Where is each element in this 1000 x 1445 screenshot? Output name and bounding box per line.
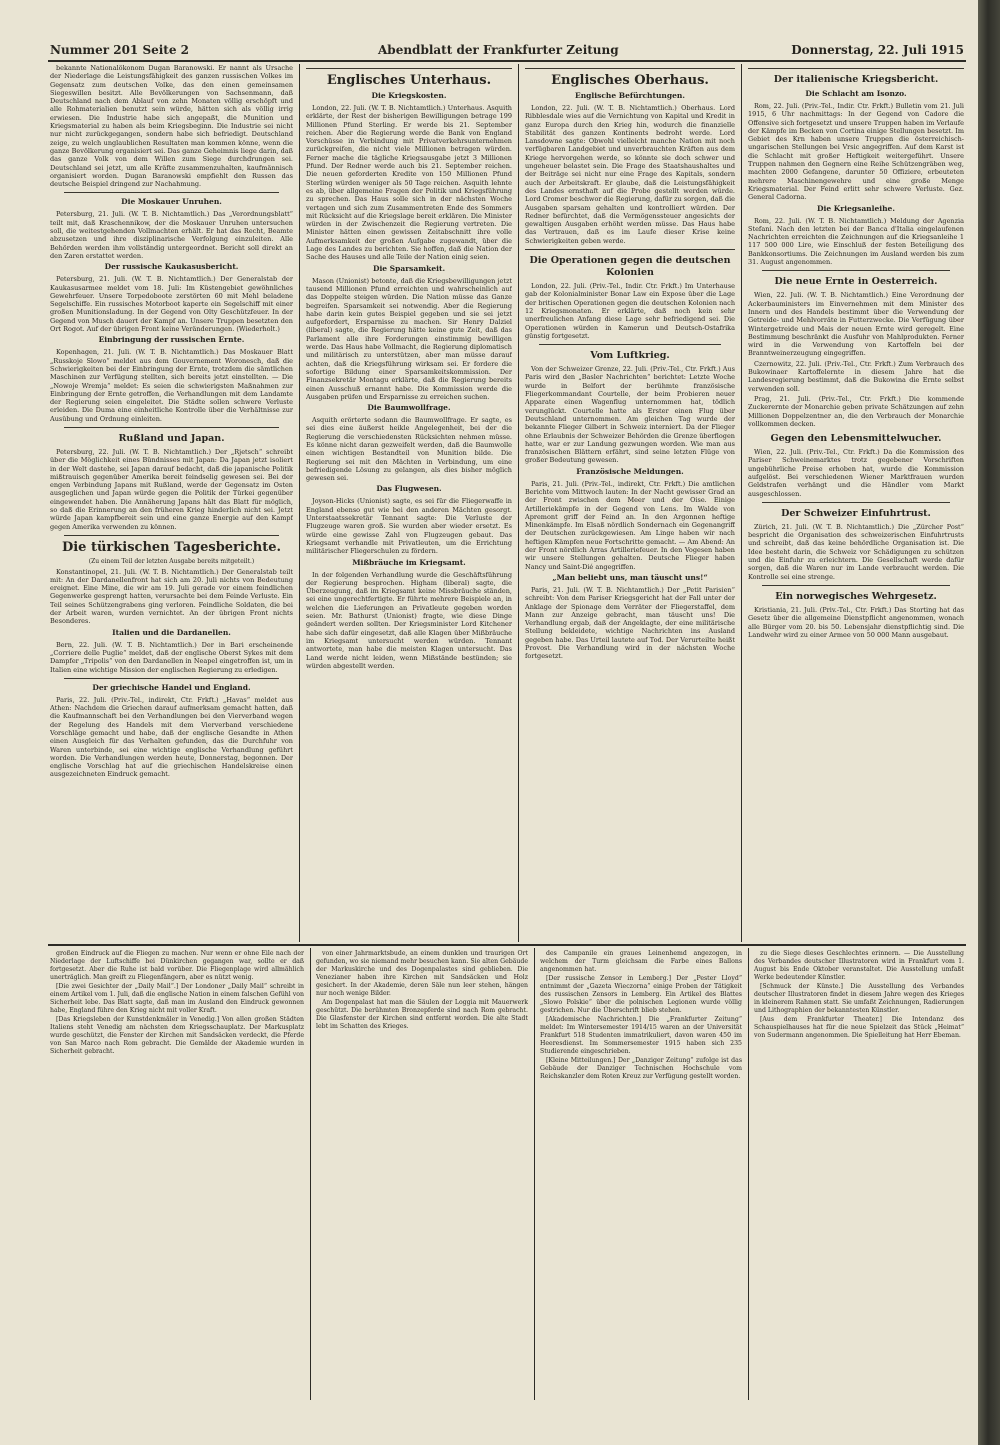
feuilleton-text: von einer Jahrmarktsbude, an einem dunklen und traurigen Ort gefunden, wo sie niemand mehr besuchen kann. Sie alten Gebäude der Markuskirche und des Dogenpalastes sind geblieben. Die Venezianer haben ihre Kirchen mit Sandsäcken und Holz gesichert. In der Akademie, deren Säle nun leer stehen, hängen nur noch wenige Bilder. — [316, 950, 528, 997]
article-text: Wien, 22. Juli. (W. T. B. Nichtamtlich.) Eine Verordnung der Ackerbauministers im Einvernehmen mit dem Minister des Innern und des Handels bestimmt über die Verwendung der Getreide- und Mehlvorräte in Futterzwecke. Die Verfügung über Wintergetreide und Mais der neuen Ernte wird geregelt. Eine Bestimmung beschränkt die Ausfuhr von Mahlprodukten. Ferner wird in die Verwendung von Kartoffeln bei der Branntweinerzeugung eingegriffen. — [748, 291, 964, 358]
article-text: Prag, 21. Juli. (Priv.-Tel., Ctr. Frkft.) Die kommende Zuckerernte der Monarchie geben private Schätzungen auf zehn Millionen Doppelzentner an, die den Verbrauch der Monarchie vollkommen decken. — [748, 394, 964, 428]
column-2 — [306, 64, 512, 942]
article-text: In der folgenden Verhandlung wurde die Geschäftsführung der Regierung besprochen. Higham (liberal) sagte, die Überzeugung, daß im Kriegsamt keine Missbräuche ständen, sei eine ungerechtfertigte. Er führte mehrere Beispiele an, in welchen die Lieferungen an Privatleute gegeben worden seien. Mr. Bathurst (Unionist) fragte, wie diese Dinge geändert werden sollten. Der Kriegsminister Lord Kitchener habe sich dafür eingesetzt, daß alle Klagen über Mißbräuche im Kriegsamt untersucht werden würden. Tennant antwortete, man habe die meisten Klagen untersucht. Das Land werde nicht leiden, wenn Mißstände bestünden; sie würden abgestellt werden. — [306, 570, 512, 670]
column-4 — [748, 64, 964, 942]
separator — [64, 535, 279, 536]
column-divider — [310, 948, 311, 1400]
headline-missbraeuche-kriegsamt: Mißbräuche im Kriegsamt. — [352, 557, 466, 567]
headline-flugwesen: Das Flugwesen. — [376, 484, 442, 494]
article-text: Konstantinopel, 21. Juli. (W. T. B. Nichtamtlich.) Der Generalstab teilt mit: An der Dardanellenfront hat sich am 20. Juli nichts von Bedeutung ereignet. Eine Mine, die wir am 19. Juli gerade vor einem feindlichen Gegenwerke gesprengt hatten, verursachte bei dem Feinde Verluste. Ein Teil seines Schützengrabens ging verloren. Feindliche Soldaten, die bei der Arbeit waren, wurden vernichtet. An der übrigen Front nichts Besonderes. — [50, 567, 293, 626]
article-text: London, 22. Juli. (Priv.-Tel., Indir. Ctr. Frkft.) Im Unterhause gab der Kolonialminister Bonar Law ein Expose über die Lage der britischen Operationen gegen die deutschen Kolonien nach 12 Kriegsmonaten. Er erklärte, daß noch kein sehr unerfreulichen Anfang diese Lage sehr befriedigend sei. Die Operationen würden in Kamerun und Deutsch-Ostafrika günstig fortgesetzt. — [525, 282, 735, 340]
header-rule — [48, 60, 966, 62]
article-text: Kopenhagen, 21. Juli. (W. T. B. Nichtamtlich.) Das Moskauer Blatt „Russkoje Slowo“ meldet aus dem Gouvernement Woronesch, daß die Schwierigkeiten bei der Einbringung der Ernte, trotzdem die sämtlichen Maschinen zur Verfügung stellten, sich bereits jetzt einstellten. — Die „Nowoje Wremja“ meldet: Es seien die schwierigsten Maßnahmen zur Einbringung der Ernte getroffen, die Verhandlungen mit dem Landamte der Regierung seien eingeleitet. Die Städte sollen schwere Verluste erleiden. Die Duma eine einheitliche Kontrolle über die Verhältnisse zur Ausübung und Ordnung einleiten. — [50, 348, 293, 423]
separator — [64, 678, 279, 679]
column-divider — [534, 948, 535, 1400]
headline-kriegsanleihe: Die Kriegsanleihe. — [817, 203, 895, 213]
subheadline-kriegskosten: Die Kriegskosten. — [371, 91, 447, 100]
feuilleton-text: Am Dogenpalast hat man die Säulen der Loggia mit Mauerwerk geschützt. Die berühmten Bronzepferde sind nach Rom gebracht. Die Glasfenster der Kirchen sind entfernt worden. Die alte Stadt lebt im Schatten des Krieges. — [316, 999, 528, 1030]
subheadline-isonzo: Die Schlacht am Isonzo. — [805, 89, 907, 98]
separator — [64, 427, 279, 428]
subheadline-befuerchtungen: Englische Befürchtungen. — [575, 91, 685, 100]
feuilleton-column-4 — [754, 950, 964, 1400]
column-divider — [518, 64, 519, 942]
headline-lebensmittelwucher: Gegen den Lebensmittelwucher. — [770, 433, 942, 445]
page-header — [48, 40, 966, 60]
headline-ernte-oesterreich: Die neue Ernte in Oesterreich. — [774, 276, 938, 288]
headline-kaukasusbericht: Der russische Kaukasusbericht. — [104, 262, 239, 272]
article-text: Paris, 21. Juli. (W. T. B. Nichtamtlich.) Der „Petit Parisien“ schreibt: Von dem Pariser Kriegsgericht hat der Fall unter der Anklage der Spionage dem Verräter der Fliegerstaffel, dem Mann zur Anzeige gebracht, man täuscht uns! Die Verhandlung ergab, daß der Angeklagte, der eine militärische Stellung bekleidete, wichtige Nachrichten ins Ausland gegeben habe. Das Urteil lautete auf Tod. Der Verurteilte heißt Provost. Die Verhandlung wird in der nächsten Woche fortgesetzt. — [525, 585, 735, 661]
article-text: Mason (Unionist) betonte, daß die Kriegsbewilligungen jetzt tausend Millionen Pfund erreichten und wahrscheinlich auf das Doppelte steigen würden. Die Nation müsse das Ganze begreifen. Sparsamkeit sei notwendig. Aber die Regierung habe darin kein gutes Beispiel gegeben und sie sei jetzt aufgefordert, Ersparnisse zu machen. Sir Henry Dalziel (liberal) sagte, die Regierung hätte keine gute Zeit, daß das Parlament alle ihre Forderungen einstimmig bewilligen werde. Das Haus habe Vollmacht, die Regierung diplomatisch und militärisch zu unterstützen, aber man müsse darauf achten, daß die Kriegsführung wirksam sei. Er fordere die sofortige Bildung einer Sparsamkeitskommission. Der Finanzsekretär Montagu erklärte, daß die Regierung bereits einen Ausschuß ernannt habe. Die Kommission werde die Ausgaben prüfen und Ersparnisse zu erreichen suchen. — [306, 276, 512, 401]
headline-italienischer-kriegsbericht: Der italienische Kriegsbericht. — [773, 74, 939, 85]
article-text: Bern, 22. Juli. (W. T. B. Nichtamtlich.) Der in Bari erscheinende „Corriere delle Puglie“ meldet, daß der englische Oberst Sykes mit dem Dampfer „Tripolis“ von den Dardanellen in Neapel eingetroffen ist, um in Italien eine wichtige Mission der englischen Regierung zu erledigen. — [50, 640, 293, 674]
feuilleton-text: großen Eindruck auf die Fliegen zu machen. Nur wenn er ohne Eile nach der Niederlage der Luftschiffe bei Dünkirchen gegangen war, sollte er daß fortgesetzt. Aber die Ruhe ist bald vorüber. Die Fliegenplage wird allmählich unerträglich. Man greift zu Fliegenfängern, aber es nützt wenig. — [50, 950, 304, 981]
separator — [762, 502, 950, 503]
feuilleton-text: zu die Siege dieses Geschlechtes erinnern. — Die Ausstellung des Verbandes deutscher Illustratoren wird in Frankfurt vom 1. August bis Ende Oktober veranstaltet. Die Ausstellung umfaßt Werke bedeutender Künstler. — [754, 950, 964, 981]
headline-deutsche-kolonien: Die Operationen gegen die deutschen Kolonien — [529, 255, 731, 279]
headline-luftkrieg: Vom Luftkrieg. — [590, 350, 670, 362]
separator — [64, 192, 279, 193]
headline-norwegisches-wehrgesetz: Ein norwegisches Wehrgesetz. — [775, 590, 937, 602]
headline-baumwollfrage: Die Baumwollfrage. — [367, 403, 451, 413]
feuilleton-text: [Der russische Zensor in Lemberg.] Der „Pester Lloyd“ entnimmt der „Gazeta Wieczorna“ einige Proben der Tätigkeit des russischen Zensors in Lemberg. Ein Artikel des Blattes „Slowo Polskie“ über die polnischen Legionen wurde völlig gestrichen. Nur die Überschrift blieb stehen. — [540, 975, 742, 1014]
headline-englisches-unterhaus: Englisches Unterhaus. — [326, 73, 492, 88]
separator — [762, 585, 950, 586]
article-text: Paris, 22. Juli. (Priv.-Tel., indirekt, Ctr. Frkft.) „Havas“ meldet aus Athen: Nachdem die Griechen darauf aufmerksam gemacht hatten, daß die Kaufmannschaft bei den Verhandlungen bei den Vierverband wegen der Regelung des Handels mit dem Vierverband verschiedene Vorschläge gemacht und habe, daß der englische Gesandte in Athen einen Ausgleich für das Verhalten gefunden, das die Durchfuhr von Waren unterbinde, sei eine wichtige englische Verhandlung geführt worden. Die Verhandlungen werden heute, Donnerstag, begonnen. Der englische Vorschlag hat auf die griechischen Handelskreise einen ausgezeichneten Eindruck gemacht. — [50, 695, 293, 779]
column-1 — [50, 64, 293, 942]
article-text: bekannte Nationalökonom Dugan Baranowski. Er nannt als Ursache der Niederlage die Leistungsfähigkeit des ganzen russischen Volkes im Gegensatz zum deutschen Volke, das den einen gemeinsamen Siegeswillen besitzt. Alle Bevölkerungen von Sachsenmann, daß Deutschland nach dem Ablauf von zehn Monaten völlig erschöpft und alle Rohmaterialien benutzt sein würde, hätten sich als völlig irrig erwiesen. Die Industrie habe sich angepaßt, die Munition und Kriegsmaterial zu haben als beim Kriegsbeginn. Die Industrie sei nicht nur nicht zurückgegangen, sondern habe sich befriedigt. Deutschland zeige, zu welch unglaublichen Resultaten man kommen könne, wenn die ganze Bevölkerung organisiert sei. Das ganze Geheimnis liege darin, daß das ganze Volk von dem Willen zum Siege durchdrungen sei. Deutschland sei jetzt, um alle Kräfte zusammenzuhalten, kaufmännisch organisiert worden. Dugan Baranowski empfiehlt den Russen das deutsche Beispiel dringend zur Nachahmung. — [50, 64, 293, 189]
headline-griechischer-handel: Der griechische Handel und England. — [92, 682, 251, 692]
feuilleton-rule — [48, 944, 966, 946]
article-text: Joyson-Hicks (Unionist) sagte, es sei für die Fliegerwaffe in England ebenso gut wie bei den anderen Mächten gesorgt. Unterstaatssekretär Tennant sagte: Die Verluste der Flugzeuge waren groß. Sie wurden aber wieder ersetzt. Es würde eine gewisse Zahl von Flugzeugen gebaut. Das Kriegsamt verhandle mit Privatleuten, um die Errichtung militärischer Fliegerschulen zu fördern. — [306, 497, 512, 556]
column-divider — [741, 64, 742, 942]
separator — [748, 68, 964, 69]
feuilleton-text: [Aus dem Frankfurter Theater.] Die Intendanz des Schauspielhauses hat für die neue Spielzeit das Stück „Heimat“ von Sudermann angenommen. Die Spielleitung hat Herr Ebeman. — [754, 1016, 964, 1039]
feuilleton-column-2 — [316, 950, 528, 1400]
article-text: Rom, 22. Juli. (Priv.-Tel., Indir. Ctr. Frkft.) Bulletin vom 21. Juli 1915, 6 Uhr nachmittags: In der Gegend von Cadore die Offensive sich fortgesetzt und unsere Truppen haben im Verlaufe der Kämpfe im Becken von Cortina einige Stellungen besetzt. Im Gebiet des Krn haben unsere Truppen die österreichisch-ungarischen Stellungen bei Vrsic angegriffen. Auf dem Karst ist die Schlacht mit großer Heftigkeit weitergeführt. Unsere Truppen nahmen den Gegnern eine Reihe Schützengräben weg, machten 2000 Gefangene, darunter 50 Offiziere, erbeuteten mehrere Maschinengewehre und eine große Menge Kriegsmaterial. Der Feind erlitt sehr schwere Verluste. Gez. General Cadorna. — [748, 102, 964, 202]
headline-man-taeuscht-uns: „Man beliebt uns, man täuscht uns!“ — [552, 572, 708, 582]
feuilleton-text: des Campanile ein graues Leinenhemd angezogen, in welchem der Turm gleichsam die Farbe eines Ballons angenommen hat. — [540, 950, 742, 973]
article-text: Zürich, 21. Juli. (W. T. B. Nichtamtlich.) Die „Zürcher Post“ bespricht die Organisation des schweizerischen Einfuhrtrusts und schreibt, daß das keine behördliche Organisation ist. Die Idee besteht darin, die Schweiz vor Schädigungen zu schützen und die Einfuhr zu erleichtern. Die Gesellschaft werde dafür sorgen, daß die Waren nur im Lande verbraucht werden. Die Kontrolle sei eine strenge. — [748, 522, 964, 581]
separator — [525, 249, 735, 250]
headline-italien-dardanellen: Italien und die Dardanellen. — [112, 627, 231, 637]
article-text: Wien, 22. Juli. (Priv.-Tel., Ctr. Frkft.) Da die Kommission des Pariser Schweinemarktes trotz gegebener Vorschriften ungebührliche Preise erhoben hat, wurde die Kommission aufgelöst. Bei verschiedenen Wiener Marktfrauen wurden Geldstrafen verhängt und die Händler vom Markt ausgeschlossen. — [748, 448, 964, 498]
headline-russische-ernte: Einbringung der russischen Ernte. — [98, 335, 245, 345]
newspaper-page — [48, 40, 966, 1402]
article-text: Von der Schweizer Grenze, 22. Juli. (Priv.-Tel., Ctr. Frkft.) Aus Paris wird den „Basler Nachrichten“ berichtet: Letzte Woche wurde in Belfort der berühmte französische Fliegerkommandant Courtelle, der beim Probieren neuer Apparate einen Wagenflug unternommen hat, tödlich verunglückt. Courtelle hatte als Erster einen Flug über Deutschland unternommen. Am gleichen Tag wurde der bekannte Flieger Gilbert in Schweiz interniert. Da der Flieger ohne Erlaubnis der Schweizer Behörden die Grenze überflogen hatte, war er zur Landung gezwungen worden. Wie man aus französischen Blättern erfährt, sind seine letzten Flüge von großer Bedeutung gewesen. — [525, 365, 735, 465]
headline-schweizer-einfuhrtrust: Der Schweizer Einfuhrtrust. — [781, 507, 931, 519]
article-text: London, 22. Juli. (W. T. B. Nichtamtlich.) Unterhaus. Asquith erklärte, der Rest der bisherigen Bewilligungen betrage 199 Millionen Pfund Sterling. Er werde bis 21. September reichen. Aber die Regierung werde die Bank von England Vorschüsse in Verbindung mit Privatverkehrsunternehmen zurückgreifen, die nicht viele Millionen betragen würden. Ferner mache die tägliche Kriegsausgabe jetzt 3 Millionen Pfund. Der Redner werde auch bis 21. September reichen. Die neuen geforderten Kredite von 150 Millionen Pfund Sterling würden weniger als 50 Tage reichen. Asquith lehnte es ab, über allgemeine Fragen der Politik und Kriegsführung zu sprechen. Das Haus solle sich in der nächsten Woche vertagen und sich zum Zusammentreten Ende des Sommers mit Rücksicht auf die Kriegslage bereit erklären. Die Minister würden in der Zwischenzeit die Regierung vertreten. Die Minister hätten einen gewissen Zeitabschnitt ihre volle Aufmerksamkeit der großen Aufgabe zugewandt, über die Lage des Landes zu berichten. Sie hoffen, daß die Nation der Sache des Hauses und alle Teile der Nation einig seien. — [306, 104, 512, 262]
separator — [539, 344, 721, 345]
column-divider — [748, 948, 749, 1400]
feuilleton-text: [Kleine Mitteilungen.] Der „Danziger Zeitung“ zufolge ist das Gebäude der Danziger Technischen Hochschule vom Reichskanzler dem Roten Kreuz zur Verfügung gestellt worden. — [540, 1057, 742, 1080]
column-divider — [299, 64, 300, 942]
separator — [762, 270, 950, 271]
feuilleton-text: [Die zwei Gesichter der „Daily Mail“.] Der Londoner „Daily Mail“ schreibt in einem Artikel vom 1. Juli, daß die englische Nation in einem falschen Gefühl von Sicherheit lebe. Das Blatt sagte, daß man im Ausland den Eindruck gewonnen habe, England führe den Krieg nicht mit voller Kraft. — [50, 983, 304, 1014]
book-binding — [978, 0, 1000, 1445]
headline-russland-japan: Rußland und Japan. — [118, 432, 225, 444]
feuilleton-column-1 — [50, 950, 304, 1400]
feuilleton-text: [Akademische Nachrichten.] Die „Frankfurter Zeitung“ meldet: Im Wintersemester 1914/15 waren an der Universität Frankfurt 518 Studenten immatrikuliert, davon waren 450 im Heeresdienst. Im Sommersemester 1915 haben sich 235 Studierende eingeschrieben. — [540, 1016, 742, 1055]
article-note: (Zu einem Teil der letzten Ausgabe bereits mitgeteilt.) — [88, 557, 255, 565]
article-text: Petersburg, 22. Juli. (W. T. B. Nichtamtlich.) Der „Rjetsch“ schreibt über die Möglichkeit eines Bündnisses mit Japan: Da Japan jetzt isoliert in der Welt dastehe, sei Japan darauf bedacht, daß die japanische Politik mißtrauisch gegenüber Amerika bereit feindselig gewesen sei. Bei der engen Verbindung Japans mit Rußland, werde der Gegensatz im Osten ausgeglichen und Japan würde gegen die Politik der Türkei gegenüber eingewendet haben. Die Annäherung Japans hält das Blatt für möglich, so daß die Erinnerung an den früheren Krieg hinderlich nicht sei. Jetzt würde Japan kampfbereit sein und eine ganze Energie auf den Kampf gegen Amerika verwenden zu können. — [50, 447, 293, 531]
feuilleton-column-3 — [540, 950, 742, 1400]
article-text: London, 22. Juli. (W. T. B. Nichtamtlich.) Oberhaus. Lord Ribblesdale wies auf die Vernichtung von Kapital und Kredit in ganz Europa durch den Krieg hin, wodurch die finanzielle Stabilität des ganzen Kontinents bedroht werde. Lord Lansdowne sagte: Obwohl vielleicht manche Nation mit noch verfügbaren Landgebiet und unverbrauchten Kräften aus dem Kriege hervorgehen werde, so könnte sie doch schwer und ungeheuer belastet sein. Die Frage des Staatshaushaltes und der Beiträge sei nicht nur eine Frage des Kapitals, sondern auch der Arbeitskraft. Er glaube, daß die Leistungsfähigkeit des Landes ernsthaft auf die Probe gestellt werden würde. Lord Cromer beschwor die Regierung, dafür zu sorgen, daß die Ausgaben sparsam gehalten und kontrolliert würden. Der Redner befürchtet, daß die Vermögenssteuer angesichts der gewaltigen Ausgaben erhöht werden müsse. Das Haus habe das Vertrauen, daß es im Laufe dieser Krise keine Schwierigkeiten geben werde. — [525, 104, 735, 245]
article-text: Rom, 22. Juli. (W. T. B. Nichtamtlich.) Meldung der Agenzia Stefani. Nach den letzten bei der Banca d'Italia eingelaufenen Nachrichten erreichten die Zeichnungen auf die Kriegsanleihe 1 117 500 000 Lire, wie Einschluß der festen Beteiligung des Bankkonsortiums. Die Zeichnungen im Ausland werden bis zum 31. August angenommen. — [748, 216, 964, 267]
article-text: Petersburg, 21. Juli. (W. T. B. Nichtamtlich.) Das „Verordnungsblatt“ teilt mit, daß Kraschennikow, der die Moskauer Unruhen untersuchen soll, die weitestgehenden Vollmachten erhält. Er hat das Recht, Beamte abzusetzen und ihre disziplinarische Verfolgung einzuleiten. Alle Behörden werden ihm vollständig untergeordnet. Bericht soll direkt an den Zaren erstattet werden. — [50, 210, 293, 260]
separator — [525, 68, 735, 69]
feuilleton-text: [Das Kriegsleben der Kunstdenkmäler in Venedig.] Von allen großen Städten Italiens steht Venedig am nächsten dem Kriegsschauplatz. Der Markusplatz wurde geschützt, die Fenster der Kirchen mit Sandsäcken verdeckt, die Pferde von San Marco nach Rom gebracht. Die Gemälde der Akademie wurden in Sicherheit gebracht. — [50, 1016, 304, 1055]
column-3 — [525, 64, 735, 942]
article-text: Petersburg, 21. Juli. (W. T. B. Nichtamtlich.) Der Generalstab der Kaukasusarmee meldet vom 18. Juli: Im Küstengebiet gewöhnliches Gewehrfeuer. Unsere Torpedoboote zerstörten 60 mit Mehl beladene Segelschiffe. Ein russisches Motorboot kaperte ein Segelschiff mit einer großen Munitionsladung. In der Gegend von Olty Geschützfeuer. In der Gegend von Musch dauert der Kampf an. Unsere Truppen besetzten den Ort Rogot. Auf der übrigen Front keine Veränderungen. (Wiederholt.) — [50, 275, 293, 334]
header-newspaper-title: Abendblatt der Frankfurter Zeitung — [378, 43, 619, 57]
header-date: Donnerstag, 22. Juli 1915 — [791, 43, 964, 57]
header-issue-page: Nummer 201 Seite 2 — [50, 43, 190, 57]
headline-englisches-oberhaus: Englisches Oberhaus. — [551, 73, 709, 88]
headline-sparsamkeit: Die Sparsamkeit. — [372, 263, 446, 273]
article-text: Czernowitz, 22. Juli. (Priv.-Tel., Ctr. Frkft.) Zum Verbrauch des Bukowinaer Kartoffelernte in diesem Jahre hat die Landesregierung bestimmt, daß die Bukowina die Ernte selbst verwenden soll. — [748, 359, 964, 393]
headline-franzoesische-meldungen: Französische Meldungen. — [576, 466, 684, 476]
headline-tuerkische-tagesberichte: Die türkischen Tagesberichte. — [61, 539, 282, 555]
feuilleton-text: [Schmuck der Künste.] Die Ausstellung des Verbandes deutscher Illustratoren findet in diesem Jahre wegen des Krieges in kleinerem Rahmen statt. Sie umfaßt Zeichnungen, Radierungen und Lithographien der bekanntesten Künstler. — [754, 983, 964, 1014]
article-text: Paris, 21. Juli. (Priv.-Tel., indirekt, Ctr. Frkft.) Die amtlichen Berichte vom Mittwoch lauten: In der Nacht gewisser Grad an der Front zwischen dem Meer und der Oise. Einige Artilleriekämpfe in der Gegend von Lens. Im Walde von Apremont griff der Feind an. In den Argonnen heftige Minenkämpfe. Im Elsaß nördlich Sondernach ein Gegenangriff der Deutschen zurückgewiesen. Am Linge haben wir nach heftigen Kämpfen neue Fortschritte gemacht. — Am Abend: An der Front nördlich Arras Artilleriefeuer. In den Vogesen haben wir unsere Stellungen gehalten. Deutsche Flieger haben Nancy und Saint-Dié angegriffen. — [525, 479, 735, 571]
headline-moskauer-unruhen: Die Moskauer Unruhen. — [121, 197, 222, 207]
article-text: Kristiania, 21. Juli. (Priv.-Tel., Ctr. Frkft.) Das Storting hat das Gesetz über die allgemeine Dienstpflicht angenommen, wonach alle Bürger vom 20. bis 50. Lebensjahr dienstpflichtig sind. Die Landwehr wird zu einer Armee von 50 000 Mann ausgebaut. — [748, 605, 964, 639]
article-text: Asquith erörterte sodann die Baumwollfrage. Er sagte, es sei dies eine äußerst heikle Angelegenheit, bei der die Regierung die verschiedensten Rücksichten nehmen müsse. Es könne nicht daran gezweifelt werden, daß die Baumwolle einen wichtigen Bestandteil von Munition bilde. Die Regierung sei mit den Mächten in Verbindung, um eine befriedigende Lösung zu gelangen, als dies bisher möglich gewesen sei. — [306, 416, 512, 483]
separator — [306, 68, 512, 69]
